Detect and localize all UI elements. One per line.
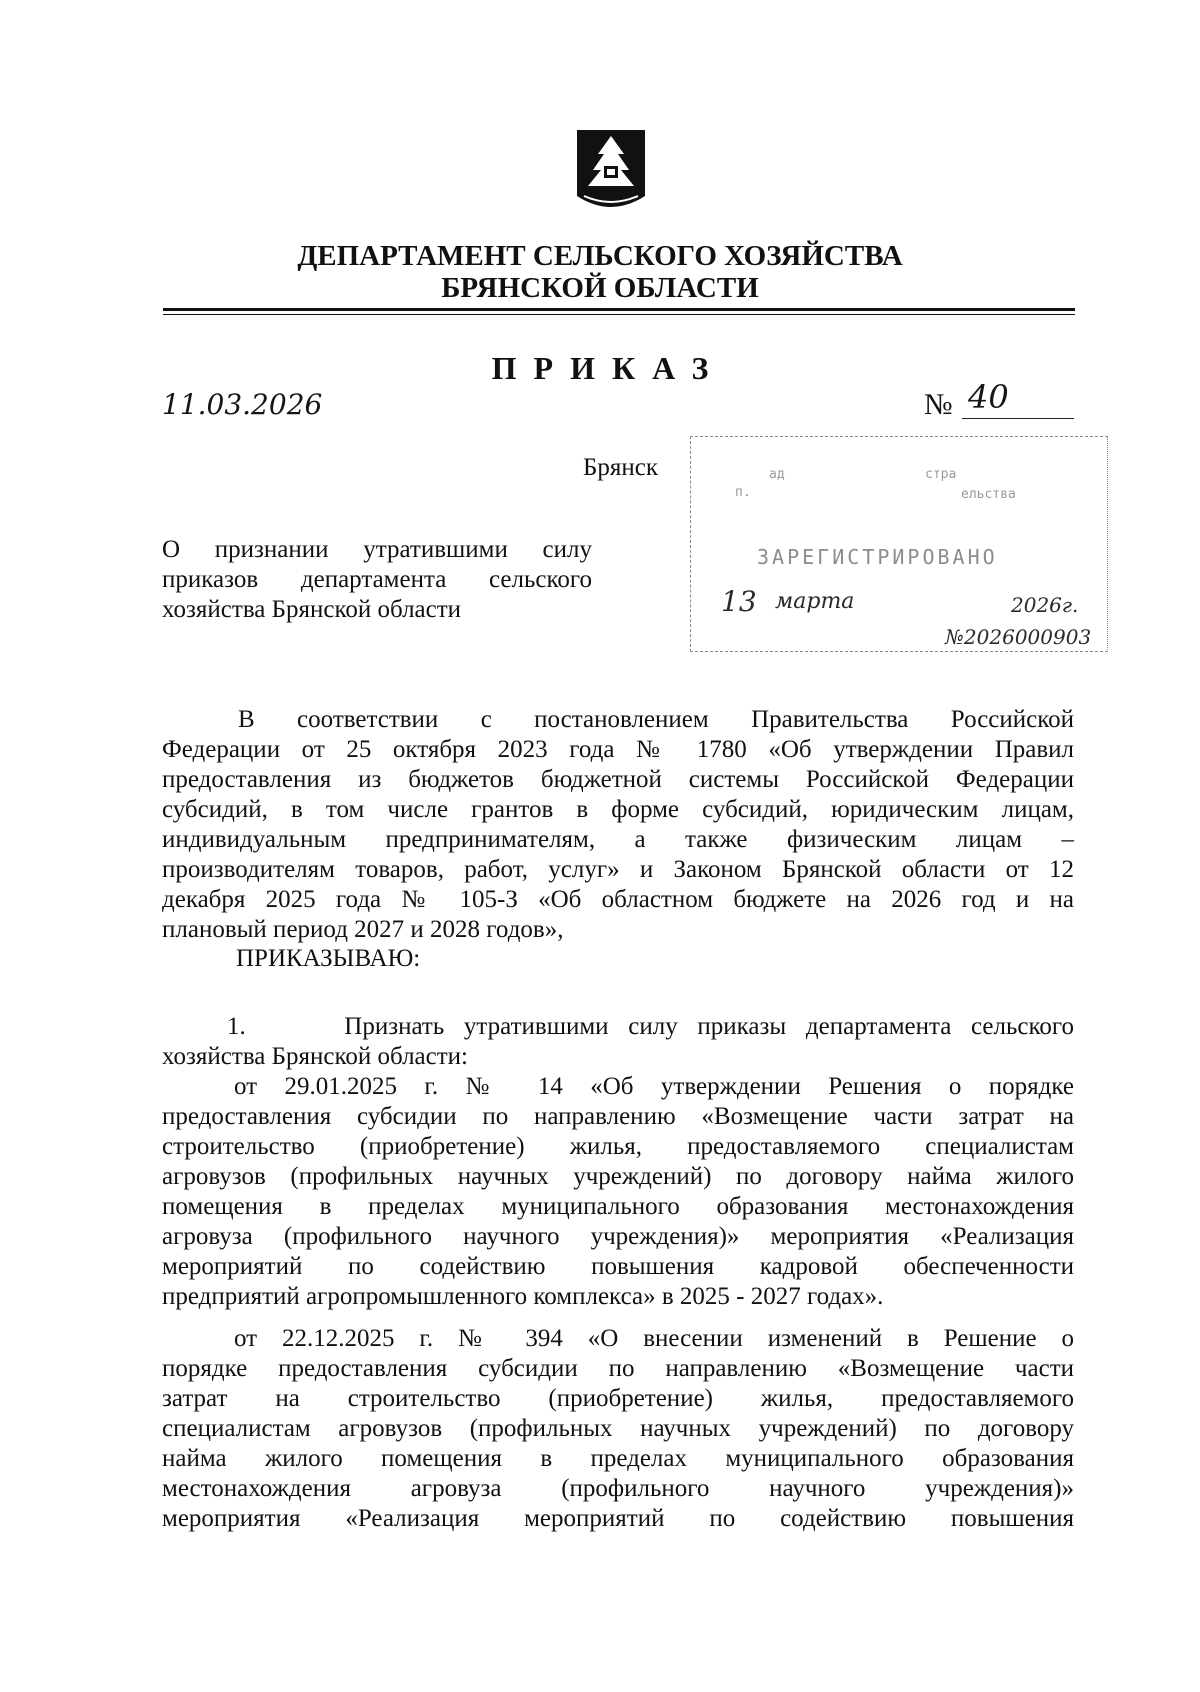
stamp-registration-year: 2026г. bbox=[1011, 593, 1079, 617]
text-line: найма жилого помещения в пределах муниципального образования bbox=[162, 1445, 1074, 1472]
registration-stamp bbox=[690, 436, 1108, 652]
text-line: затрат на строительство (приобретение) жилья, предоставляемого bbox=[162, 1385, 1074, 1412]
text-line: В соответствии с постановлением Правительства Российской bbox=[238, 706, 1074, 733]
text-line: декабря 2025 года № 105-З «Об областном бюджете на 2026 год и на bbox=[162, 886, 1074, 913]
text-line: специалистам агровузов (профильных научных учреждений) по договору bbox=[162, 1415, 1074, 1442]
subject-line: О признании утратившими силу bbox=[162, 536, 592, 563]
stamp-registration-number: №2026000903 bbox=[945, 625, 1092, 649]
text-line: хозяйства Брянской области: bbox=[162, 1043, 468, 1070]
header-divider bbox=[163, 308, 1075, 311]
text-line: индивидуальным предпринимателям, а также физическим лицам – bbox=[162, 826, 1074, 853]
subject-line: хозяйства Брянской области bbox=[162, 596, 462, 623]
text-line: 1. Признать утратившими силу приказы департамента сельского bbox=[227, 1013, 1074, 1040]
number-label: № bbox=[924, 388, 953, 421]
stamp-fragment: стра bbox=[925, 467, 957, 482]
header-divider-thin bbox=[163, 314, 1075, 315]
document-type-title: ПРИКАЗ bbox=[491, 350, 726, 386]
stamp-fragment: ельства bbox=[961, 487, 1016, 502]
text-line: от 22.12.2025 г. № 394 «О внесении изменений в Решение о bbox=[234, 1325, 1074, 1352]
text-line: производителям товаров, работ, услуг» и Законом Брянской области от 12 bbox=[162, 856, 1074, 883]
order-directive: ПРИКАЗЫВАЮ: bbox=[236, 945, 421, 972]
stamp-fragment: ад bbox=[769, 467, 785, 482]
text-line: агровузов (профильных научных учреждений) по договору найма жилого bbox=[162, 1163, 1074, 1190]
stamp-registration-day: 13 bbox=[721, 585, 757, 618]
text-line: порядке предоставления субсидии по направлению «Возмещение части bbox=[162, 1355, 1074, 1382]
item-1a-paragraph bbox=[162, 1072, 1074, 1312]
number-underline bbox=[962, 418, 1074, 419]
text-line: плановый период 2027 и 2028 годов», bbox=[162, 916, 564, 943]
subject-line: приказов департамента сельского bbox=[162, 566, 592, 593]
department-title-line1: ДЕПАРТАМЕНТ СЕЛЬСКОГО ХОЗЯЙСТВА bbox=[297, 240, 903, 272]
stamp-registration-month: марта bbox=[775, 589, 855, 614]
coat-of-arms-emblem bbox=[574, 126, 648, 216]
stamp-fragment: п. bbox=[735, 485, 751, 500]
stamp-registered-label: ЗАРЕГИСТРИРОВАНО bbox=[757, 545, 998, 569]
text-line: мероприятия «Реализация мероприятий по содействию повышения bbox=[162, 1505, 1074, 1532]
text-line: предоставления субсидии по направлению «Возмещение части затрат на bbox=[162, 1103, 1074, 1130]
document-subject bbox=[162, 535, 592, 625]
handwritten-date: 11.03.2026 bbox=[162, 388, 323, 421]
text-line: предприятий агропромышленного комплекса» в 2025 - 2027 годах». bbox=[162, 1283, 884, 1310]
item-1b-paragraph bbox=[162, 1324, 1074, 1534]
text-line: мероприятий по содействию повышения кадровой обеспеченности bbox=[162, 1253, 1074, 1280]
city-name: Брянск bbox=[583, 454, 658, 481]
text-line: строительство (приобретение) жилья, предоставляемого специалистам bbox=[162, 1133, 1074, 1160]
department-title-line2: БРЯНСКОЙ ОБЛАСТИ bbox=[441, 272, 759, 304]
text-line: субсидий, в том числе грантов в форме субсидий, юридическим лицам, bbox=[162, 796, 1074, 823]
text-line: помещения в пределах муниципального образования местонахождения bbox=[162, 1193, 1074, 1220]
text-line: от 29.01.2025 г. № 14 «Об утверждении Решения о порядке bbox=[234, 1073, 1074, 1100]
text-line: Федерации от 25 октября 2023 года № 1780 «Об утверждении Правил bbox=[162, 736, 1074, 763]
handwritten-number: 40 bbox=[968, 378, 1009, 416]
text-line: агровуза (профильного научного учреждения)» мероприятия «Реализация bbox=[162, 1223, 1074, 1250]
item-1-paragraph bbox=[162, 1012, 1074, 1072]
text-line: предоставления из бюджетов бюджетной системы Российской Федерации bbox=[162, 766, 1074, 793]
text-line: местонахождения агровуза (профильного научного учреждения)» bbox=[162, 1475, 1074, 1502]
preamble-paragraph bbox=[162, 705, 1074, 945]
